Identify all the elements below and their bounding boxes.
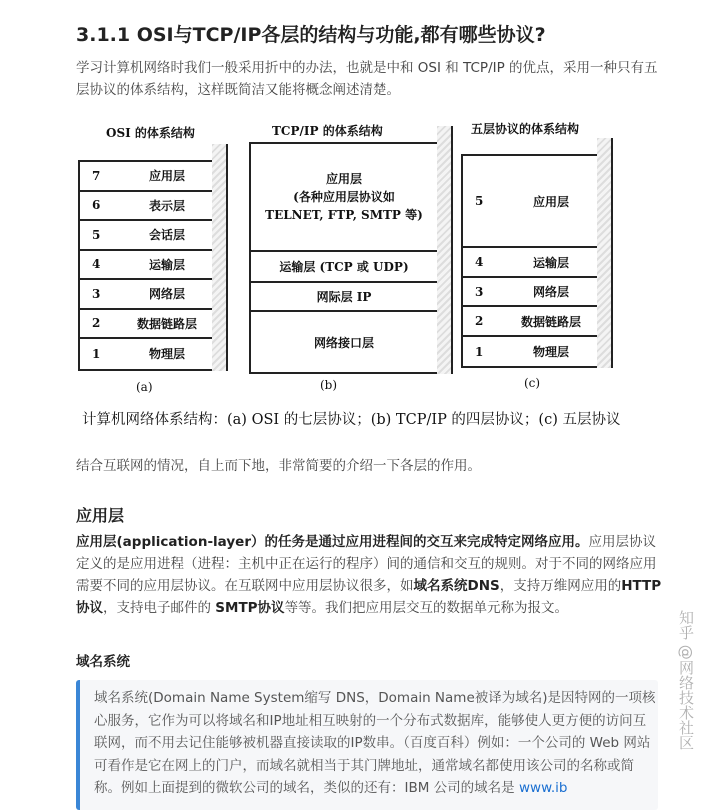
osi-title: OSI 的体系结构 [106,126,195,140]
layer-row [80,251,212,281]
layer-name: 数据链路层 [136,316,197,331]
tcpip-caption: (b) [320,378,338,392]
layer-number: 2 [92,316,101,331]
layer-number: 1 [475,344,484,359]
tcpip-app-note: TELNET, FTP, SMTP 等) [265,208,423,222]
figure-caption: 计算机网络体系结构：(a) OSI 的七层协议；(b) TCP/IP 的四层协议；(c) 五层协议 [82,412,621,428]
intro-paragraph: 学习计算机网络时我们一般采用折中的办法，也就是中和 OSI 和 TCP/IP 的优点，采用一种只有五层协议的体系结构，这样既简洁又能将概念阐述清楚。 [76,60,658,98]
layer-row [80,280,212,310]
watermark: 知乎 @网络技术社区 [677,610,695,750]
layer-row [463,156,597,248]
layer-row [251,283,437,312]
tcpip-stack [249,142,439,374]
tcpip-application-layer [251,144,437,252]
ibm-link[interactable]: www.ib [518,780,568,796]
page-title: 3.1.1 OSI与TCP/IP各层的结构与功能,都有哪些协议? [76,24,546,46]
osi-stack-side [212,144,228,371]
layer-number: 6 [92,198,101,213]
layer-row [80,221,212,251]
section-heading: 应用层 [76,506,125,525]
layer-row [80,192,212,222]
layer-number: 3 [475,284,484,299]
tcpip-app-label: 应用层 [325,172,362,186]
tcpip-app-note: (各种应用层协议如 [293,190,395,204]
layer-number: 2 [475,314,484,328]
layer-name: 会话层 [148,228,185,243]
dns-blockquote [76,680,658,810]
five-title: 五层协议的体系结构 [471,122,580,136]
osi-caption: (a) [136,380,153,394]
paragraph: 结合互联网的情况，自上而下地，非常简要的介绍一下各层的作用。 [76,458,481,474]
network-architecture-figure [76,112,656,442]
osi-stack [78,160,214,371]
tcpip-stack-side [437,126,453,374]
layer-name: 应用层 [148,169,185,184]
layer-number: 4 [475,255,484,269]
layer-number: 5 [92,227,101,242]
layer-row [80,339,212,369]
layer-row [80,310,212,340]
layer-row [463,307,597,337]
layer-number: 1 [92,346,101,361]
layer-row [80,162,212,192]
layer-number: 3 [92,286,101,301]
subsection-heading: 域名系统 [76,654,130,670]
layer-row [463,337,597,366]
layer-number: 4 [92,257,101,272]
layer-name: 应用层 [532,194,569,209]
layer-row [463,278,597,307]
layer-name: 网络层 [148,287,185,302]
five-stack-side [597,138,613,368]
layer-name: 网络接口层 [313,335,374,350]
layer-name: 网际层 IP [316,290,372,304]
layer-name: 物理层 [148,347,185,362]
layer-name: 物理层 [532,345,569,359]
layer-number: 7 [92,168,101,183]
tcpip-title: TCP/IP 的体系结构 [272,124,383,138]
layer-number: 5 [475,194,484,208]
five-caption: (c) [524,376,541,390]
layer-row [251,312,437,372]
layer-name: 运输层 [532,255,569,270]
application-layer-paragraph: 应用层(application-layer）的任务是通过应用进程间的交互来完成特定网络应用。应用层协议定义的是应用进程（进程：主机中正在运行的程序）间的通信和交互的规则。对于不同的网络应用需要不同的应用层协议。在互联网中应用层协议很多，如域名系统DNS，支持万维网应用的HTTP协议，支持电子邮件的 SMTP协议等等。我们把应用层交互的数据单元称为报文。 [76,534,662,616]
dns-quote-text: 域名系统(Domain Name System缩写 DNS，Domain Name被译为域名)是因特网的一项核心服务，它作为可以将域名和IP地址相互映射的一个分布式数据库，能够使人更方便的访问互联网，而不用去记住能够被机器直接读取的IP数串。（百度百科）例如：一个公司的 Web 网站可看作是它在网上的门户，而域名就相当于其门牌地址，通常域名都使用该公司的名称或简称。例如上面提到的微软公司的域名，类似的还有：IBM 公司的域名是 [94,690,656,796]
layer-name: 数据链路层 [520,314,581,329]
layer-row [251,252,437,283]
five-layer-stack [461,154,599,368]
layer-name: 网络层 [532,285,569,299]
layer-name: 运输层 (TCP 或 UDP) [279,260,409,274]
layer-name: 运输层 [148,257,185,272]
layer-name: 表示层 [148,198,185,213]
layer-row [463,248,597,278]
